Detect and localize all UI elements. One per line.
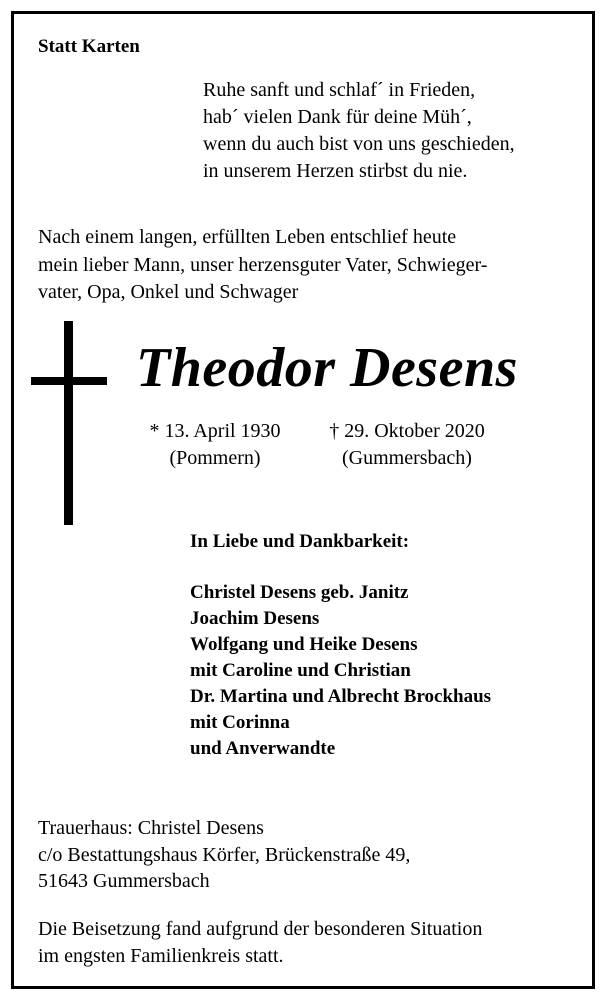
mourner: Wolfgang und Heike Desens [190, 634, 418, 655]
poem-line: wenn du auch bist von uns geschieden, [203, 133, 515, 155]
birth-info [135, 418, 295, 472]
intro-line: Nach einem langen, erfüllten Leben entschlief heute [38, 226, 457, 248]
intro-text [38, 224, 487, 307]
intro-line: mein lieber Mann, unser herzensguter Vater, Schwieger- [38, 253, 488, 276]
poem-line: Ruhe sanft und schlaf´ in Frieden, [203, 79, 476, 101]
burial-line: im engsten Familienkreis statt. [38, 944, 284, 967]
mourner: Christel Desens geb. Janitz [190, 582, 409, 603]
deceased-name: Theodor Desens [136, 337, 518, 399]
address-line: 51643 Gummersbach [38, 870, 210, 892]
mourner: und Anverwandte [190, 738, 336, 759]
poem [203, 77, 515, 185]
mourner: Dr. Martina und Albrecht Brockhaus [190, 686, 492, 707]
latin-cross-icon [31, 321, 107, 525]
mourner: Joachim Desens [190, 608, 320, 629]
mourner: mit Corinna [190, 712, 290, 733]
notice-heading: Statt Karten [38, 36, 140, 57]
mourners-list [190, 580, 491, 762]
thanks-heading: In Liebe und Dankbarkeit: [190, 531, 410, 552]
address-line: c/o Bestattungshaus Körfer, Brückenstraße 49, [38, 843, 411, 866]
mourning-house [38, 815, 410, 895]
burial-note [38, 916, 482, 969]
poem-line: hab´ vielen Dank für deine Müh´, [203, 106, 472, 128]
death-date: † 29. Oktober 2020 [329, 420, 485, 442]
death-info [312, 418, 502, 472]
birth-date: * 13. April 1930 [149, 420, 281, 442]
burial-line: Die Beisetzung fand aufgrund der besonderen Situation [38, 918, 483, 940]
address-line: Trauerhaus: Christel Desens [38, 817, 264, 839]
mourner: mit Caroline und Christian [190, 660, 411, 681]
death-place: (Gummersbach) [342, 447, 472, 469]
poem-line: in unserem Herzen stirbst du nie. [203, 160, 468, 182]
birth-place: (Pommern) [169, 447, 261, 469]
intro-line: vater, Opa, Onkel und Schwager [38, 281, 299, 303]
